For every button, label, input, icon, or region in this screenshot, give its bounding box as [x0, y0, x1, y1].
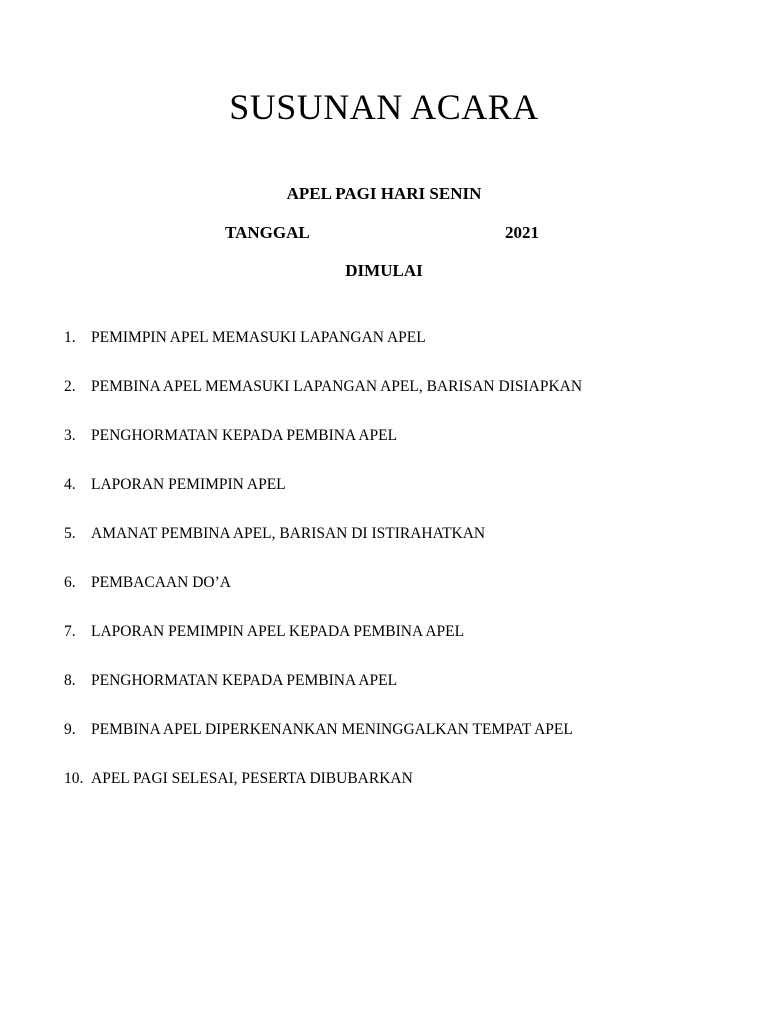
agenda-item: [64, 572, 744, 621]
agenda-item: [64, 768, 744, 817]
date-year: 2021: [505, 223, 539, 242]
agenda-item-text: LAPORAN PEMIMPIN APEL KEPADA PEMBINA APEL: [91, 623, 465, 640]
start-label: DIMULAI: [345, 261, 423, 280]
agenda-item-text: PEMIMPIN APEL MEMASUKI LAPANGAN APEL: [91, 329, 426, 346]
agenda-item-number: 1.: [64, 329, 76, 346]
agenda-item-number: 10.: [64, 770, 84, 787]
agenda-item-number: 3.: [64, 427, 76, 444]
agenda-item-text: PENGHORMATAN KEPADA PEMBINA APEL: [91, 672, 398, 689]
date-line: [0, 223, 768, 247]
agenda-item-number: 8.: [64, 672, 76, 689]
agenda-item-text: APEL PAGI SELESAI, PESERTA DIBUBARKAN: [91, 770, 413, 787]
agenda-item-text: AMANAT PEMBINA APEL, BARISAN DI ISTIRAHATKAN: [91, 525, 486, 542]
agenda-item-number: 4.: [64, 476, 76, 493]
agenda-item: [64, 621, 744, 670]
page-title: SUSUNAN ACARA: [229, 87, 539, 127]
agenda-item-number: 9.: [64, 721, 76, 738]
agenda-item-text: PEMBACAAN DO’A: [91, 574, 231, 591]
agenda-item: [64, 523, 744, 572]
agenda-item: [64, 425, 744, 474]
agenda-item: [64, 719, 744, 768]
agenda-item-text: LAPORAN PEMIMPIN APEL: [91, 476, 286, 493]
agenda-list: [64, 327, 744, 817]
agenda-item-number: 2.: [64, 378, 76, 395]
agenda-item-text: PEMBINA APEL DIPERKENANKAN MENINGGALKAN TEMPAT APEL: [91, 721, 573, 738]
event-subtitle: APEL PAGI HARI SENIN: [286, 184, 482, 203]
agenda-item-number: 6.: [64, 574, 76, 591]
agenda-item: [64, 376, 744, 425]
agenda-item-number: 5.: [64, 525, 76, 542]
agenda-item: [64, 670, 744, 719]
agenda-item-text: PENGHORMATAN KEPADA PEMBINA APEL: [91, 427, 398, 444]
agenda-item: [64, 474, 744, 523]
agenda-item-text: PEMBINA APEL MEMASUKI LAPANGAN APEL, BARISAN DISIAPKAN: [91, 378, 583, 395]
date-label: TANGGAL: [225, 223, 310, 242]
agenda-item-number: 7.: [64, 623, 76, 640]
agenda-item: [64, 327, 744, 376]
